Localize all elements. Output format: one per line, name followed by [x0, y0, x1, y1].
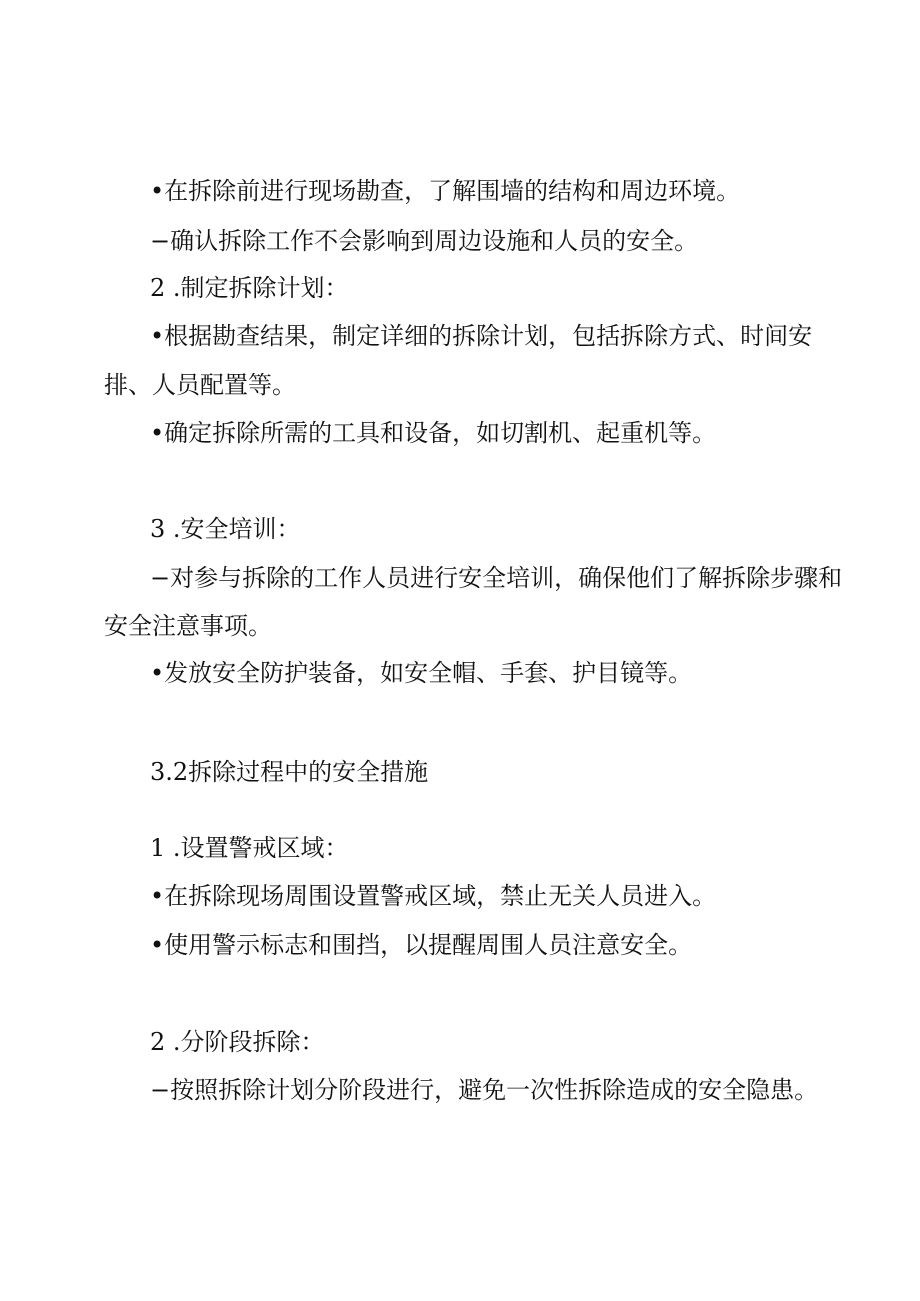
section-heading: 2 .制定拆除计划： [150, 274, 349, 302]
text-line: −对参与拆除的工作人员进行安全培训，确保他们了解拆除步骤和 [150, 564, 843, 592]
section-heading: 2 .分阶段拆除： [150, 1028, 325, 1056]
text-line: −按照拆除计划分阶段进行，避免一次性拆除造成的安全隐患。 [150, 1076, 819, 1104]
text-line: •使用警示标志和围挡，以提醒周围人员注意安全。 [150, 931, 693, 959]
section-heading: 3 .安全培训： [150, 515, 301, 543]
text-line: •确定拆除所需的工具和设备，如切割机、起重机等。 [150, 419, 717, 447]
section-heading: 1 .设置警戒区域： [150, 834, 349, 862]
text-line: •发放安全防护装备，如安全帽、手套、护目镜等。 [150, 659, 693, 687]
text-line: •在拆除现场周围设置警戒区域，禁止无关人员进入。 [150, 882, 717, 910]
chapter-heading: 3.2拆除过程中的安全措施 [150, 758, 429, 786]
text-line: −确认拆除工作不会影响到周边设施和人员的安全。 [150, 227, 699, 255]
text-line: •根据勘查结果，制定详细的拆除计划，包括拆除方式、时间安 [150, 322, 813, 350]
text-line: 排、人员配置等。 [104, 371, 296, 399]
text-line: •在拆除前进行现场勘查，了解围墙的结构和周边环境。 [150, 177, 741, 205]
text-line: 安全注意事项。 [104, 612, 272, 640]
